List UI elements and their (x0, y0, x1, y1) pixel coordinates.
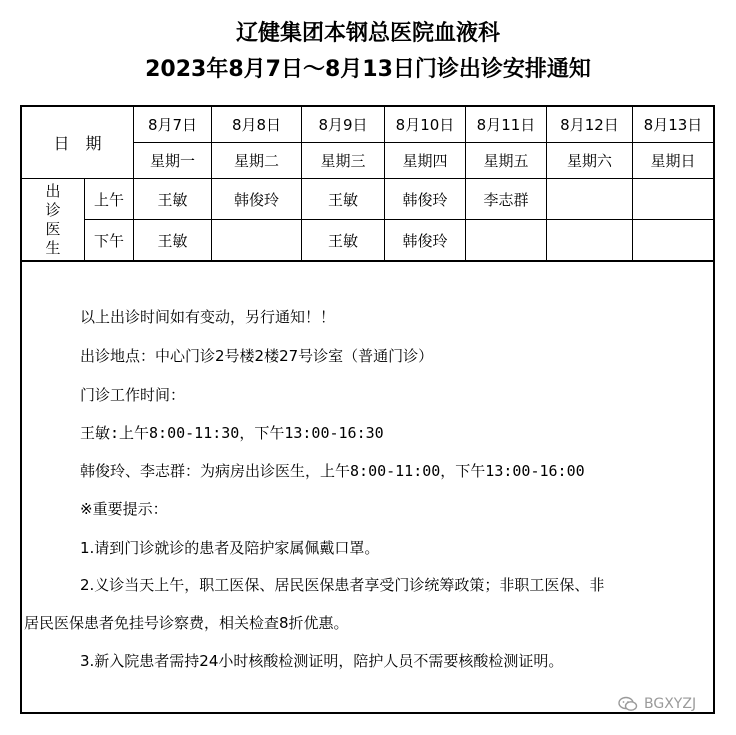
table-divider (20, 260, 715, 262)
tip-2-line-2: 居民医保患者免挂号诊察费，相关检查8折优惠。 (24, 614, 349, 632)
ward-doctors-hours: 韩俊玲、李志群：为病房出诊医生，上午8:00-11:00，下午13:00-16:00 (80, 462, 585, 480)
am-doctor-cell: 王敏 (327, 190, 358, 209)
pm-label: 下午 (93, 231, 124, 250)
pm-doctor-cell (633, 220, 713, 260)
pm-doctor-cell (466, 220, 546, 260)
doctor-label-char: 出 (45, 181, 61, 200)
weekday-cell: 星期四 (402, 152, 448, 170)
pm-doctor-cell: 王敏 (157, 231, 188, 250)
am-doctor-cell: 李志群 (483, 190, 529, 209)
doctor-row-label (22, 179, 84, 260)
date-cell: 8月9日 (318, 116, 368, 134)
wechat-icon (618, 696, 638, 712)
pm-doctor-cell: 王敏 (327, 231, 358, 250)
watermark-text: BGXYZJ (644, 696, 697, 712)
watermark (618, 696, 696, 712)
am-doctor-cell: 韩俊玲 (233, 190, 279, 209)
date-cell: 8月12日 (560, 116, 619, 134)
weekday-cell: 星期三 (320, 152, 366, 170)
date-header-label: 日 期 (53, 134, 102, 153)
doctor-label-char: 诊 (45, 200, 61, 219)
weekday-cell: 星期五 (483, 152, 529, 170)
pm-doctor-cell (212, 220, 301, 260)
page-title: 辽健集团本钢总医院血液科 (235, 21, 500, 46)
pm-doctor-cell (547, 220, 632, 260)
weekday-cell: 星期一 (149, 152, 195, 170)
date-cell: 8月11日 (476, 116, 536, 134)
tip-1: 1.请到门诊就诊的患者及陪护家属佩戴口罩。 (80, 539, 380, 557)
date-cell: 8月8日 (231, 116, 282, 134)
weekday-cell: 星期日 (650, 152, 696, 170)
clinic-location: 出诊地点：中心门诊2号楼2楼27号诊室（普通门诊） (80, 347, 434, 365)
important-heading: ※重要提示： (80, 500, 168, 518)
date-cell: 8月10日 (395, 116, 455, 134)
tip-2-line-1: 2.义诊当天上午，职工医保、居民医保患者享受门诊统筹政策；非职工医保、非 (80, 576, 605, 594)
pm-doctor-cell: 韩俊玲 (402, 231, 448, 250)
date-cell: 8月13日 (643, 116, 703, 134)
date-cell: 8月7日 (147, 116, 198, 134)
weekday-cell: 星期二 (233, 152, 279, 170)
doctor-label-char: 生 (45, 238, 61, 257)
am-doctor-cell: 韩俊玲 (402, 190, 448, 209)
tip-3: 3.新入院患者需持24小时核酸检测证明，陪护人员不需要核酸检测证明。 (80, 652, 564, 670)
weekday-cell: 星期六 (566, 152, 612, 170)
am-label: 上午 (93, 190, 124, 209)
am-doctor-cell: 王敏 (157, 190, 188, 209)
hours-title: 门诊工作时间： (80, 386, 186, 404)
am-doctor-cell (633, 179, 713, 219)
wangmin-hours: 王敏:上午8:00-11:30，下午13:00-16:30 (80, 424, 384, 442)
am-doctor-cell (547, 179, 632, 219)
doctor-label-char: 医 (45, 219, 61, 238)
change-notice: 以上出诊时间如有变动，另行通知！！ (80, 308, 336, 326)
page-subtitle: 2023年8月7日～8月13日门诊出诊安排通知 (145, 57, 591, 82)
